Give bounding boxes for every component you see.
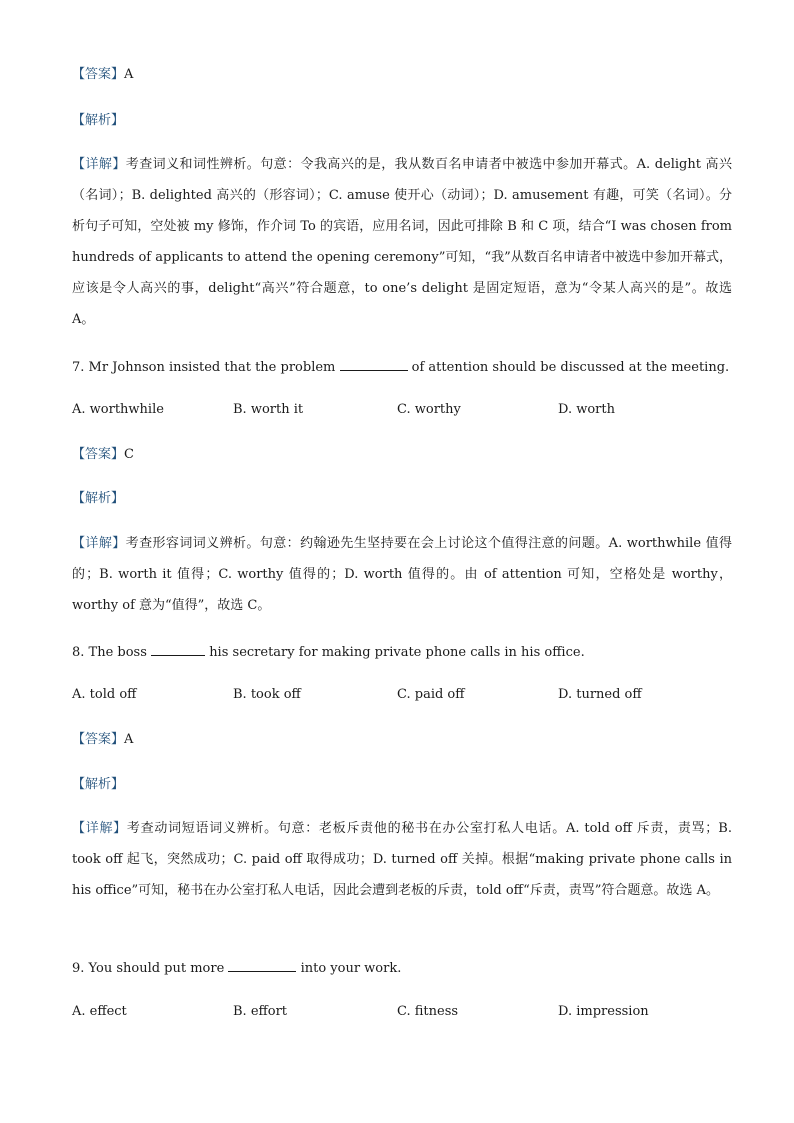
- answer-blank: [340, 358, 408, 371]
- answer-line-q7: [72, 447, 732, 463]
- option-b: B. took off: [233, 687, 301, 702]
- answer-value: A: [124, 67, 134, 82]
- option-d: D. impression: [558, 1004, 649, 1019]
- detail-text: 考查动词短语词义辨析。句意：老板斥责他的秘书在办公室打私人电话。A. told off 斥责，责骂；B. took off 起飞，突然成功；C. paid off 取得成功；D. turned off 关掉。根据“making private phone calls in his office”可知，秘书在办公室打私人电话，因此会遭到老板的斥责，told off“斥责，责骂”符合题意。故选 A。: [72, 821, 732, 898]
- answer-line-q8: [72, 732, 732, 748]
- stem-after: of attention should be discussed at the meeting.: [411, 360, 730, 375]
- answer-tag: 【答案】: [72, 732, 125, 747]
- detail-tag: 【详解】: [72, 157, 126, 172]
- option-b: B. effort: [233, 1004, 288, 1019]
- stem-before: 7. Mr Johnson insisted that the problem: [72, 360, 336, 375]
- question-stem-q9: [72, 959, 732, 977]
- answer-blank: [228, 959, 296, 972]
- option-b: B. worth it: [233, 402, 304, 417]
- answer-value: C: [124, 447, 134, 462]
- stem-before: 8. The boss: [72, 645, 147, 660]
- answer-tag: 【答案】: [72, 67, 125, 82]
- stem-after: his secretary for making private phone calls in his office.: [209, 645, 585, 660]
- option-d: D. turned off: [558, 687, 642, 702]
- option-c: C. worthy: [397, 402, 461, 417]
- option-a: A. effect: [72, 1004, 127, 1019]
- analysis-tag: 【解析】: [72, 777, 125, 792]
- analysis-label-q8: [72, 777, 732, 793]
- question-stem-q7: [72, 358, 732, 376]
- detail-tag: 【详解】: [72, 536, 126, 551]
- option-a: A. told off: [72, 687, 137, 702]
- option-a: A. worthwhile: [72, 402, 164, 417]
- answer-value: A: [124, 732, 134, 747]
- option-d: D. worth: [558, 402, 615, 417]
- detail-text: 考查词义和词性辨析。句意：令我高兴的是，我从数百名申请者中被选中参加开幕式。A. delight 高兴（名词）；B. delighted 高兴的（形容词）；C. amuse 使开心（动词）；D. amusement 有趣，可笑（名词）。分析句子可知，空处被 my 修饰，作介词 To 的宾语，应用名词，因此可排除 B 和 C 项，结合“I was chosen from hundreds of applicants to attend the opening ceremony”可知，“我”从数百名申请者中被选中参加开幕式，应该是令人高兴的事，delight“高兴”符合题意，to one’s delight 是固定短语，意为“令某人高兴的是”。故选 A。: [72, 157, 732, 327]
- question-stem-q8: [72, 643, 732, 661]
- stem-before: 9. You should put more: [72, 961, 225, 976]
- analysis-tag: 【解析】: [72, 113, 125, 128]
- option-c: C. paid off: [397, 687, 465, 702]
- detail-tag: 【详解】: [72, 821, 127, 836]
- answer-blank: [151, 643, 205, 656]
- detail-paragraph-q7: [72, 528, 732, 621]
- detail-text: 考查形容词词义辨析。句意：约翰逊先生坚持要在会上讨论这个值得注意的问题。A. worthwhile 值得的；B. worth it 值得；C. worthy 值得的；D. worth 值得的。由 of attention 可知，空格处是 worthy，worthy of 意为“值得”，故选 C。: [72, 536, 732, 613]
- detail-paragraph-q8: [72, 813, 732, 906]
- answer-line-q6: [72, 67, 732, 83]
- analysis-tag: 【解析】: [72, 491, 125, 506]
- detail-paragraph-q6: [72, 149, 732, 335]
- analysis-label-q7: [72, 491, 732, 507]
- option-c: C. fitness: [397, 1004, 459, 1019]
- stem-after: into your work.: [300, 961, 402, 976]
- answer-tag: 【答案】: [72, 447, 125, 462]
- analysis-label-q6: [72, 113, 732, 129]
